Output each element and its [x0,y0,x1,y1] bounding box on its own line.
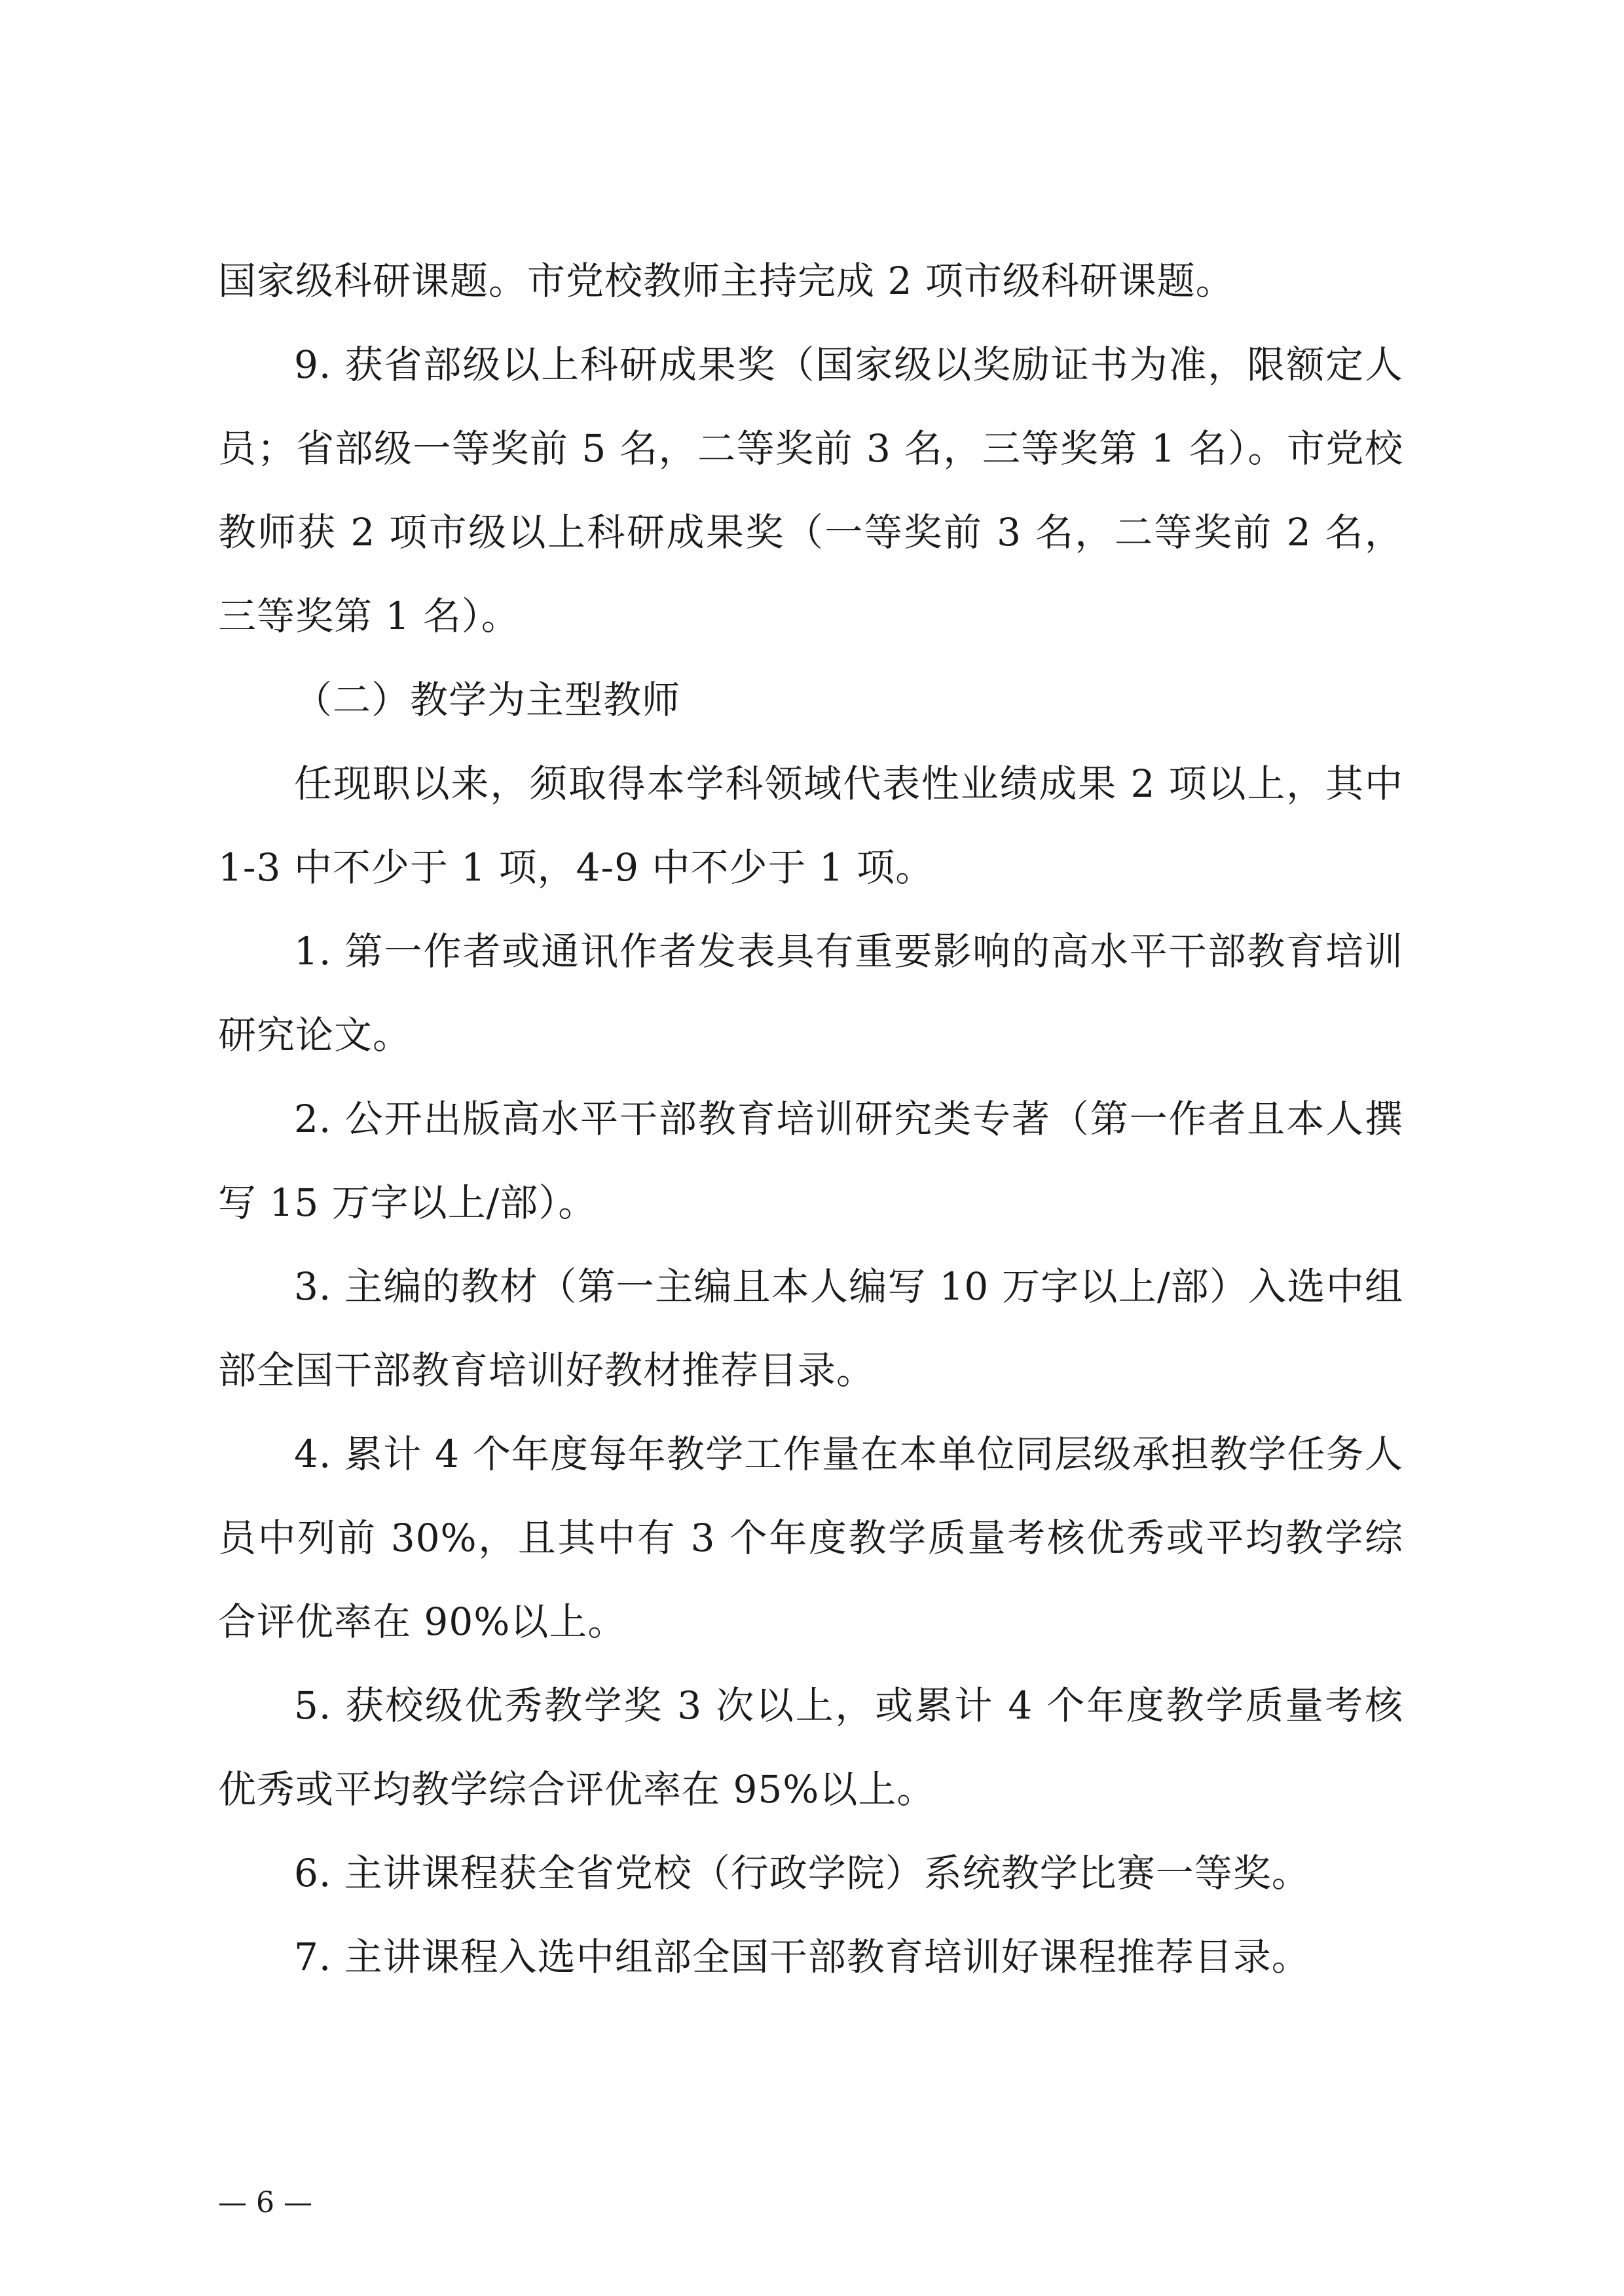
paragraph-item-2: 2. 公开出版高水平干部教育培训研究类专著（第一作者且本人撰写 15 万字以上/部）。 [218,1097,1403,1225]
paragraph-item-7: 7. 主讲课程入选中组部全国干部教育培训好课程推荐目录。 [294,1935,1310,1979]
paragraph-item-1: 1. 第一作者或通讯作者发表具有重要影响的高水平干部教育培训研究论文。 [218,929,1403,1057]
body-text [218,239,1403,1999]
section-heading-teaching: （二）教学为主型教师 [294,678,681,722]
page-number: — 6 — [218,2186,312,2219]
paragraph-continuation: 国家级科研课题。市党校教师主持完成 2 项市级科研课题。 [218,259,1234,303]
paragraph-requirement: 任现职以来，须取得本学科领域代表性业绩成果 2 项以上，其中 1-3 中不少于 1 项，4-9 中不少于 1 项。 [218,761,1403,890]
paragraph-item-6: 6. 主讲课程获全省党校（行政学院）系统教学比赛一等奖。 [294,1851,1310,1895]
paragraph-item-3: 3. 主编的教材（第一主编且本人编写 10 万字以上/部）入选中组部全国干部教育培训好教材推荐目录。 [218,1264,1403,1393]
paragraph-item-9: 9. 获省部级以上科研成果奖（国家级以奖励证书为准，限额定人员；省部级一等奖前 5 名，二等奖前 3 名，三等奖第 1 名）。市党校教师获 2 项市级以上科研成果奖（一等奖前 3 名，二等奖前 2 名，三等奖第 1 名）。 [218,342,1403,638]
paragraph-item-4: 4. 累计 4 个年度每年教学工作量在本单位同层级承担教学任务人员中列前 30%，且其中有 3 个年度教学质量考核优秀或平均教学综合评优率在 90%以上。 [218,1432,1403,1644]
paragraph-item-5: 5. 获校级优秀教学奖 3 次以上，或累计 4 个年度教学质量考核优秀或平均教学综合评优率在 95%以上。 [218,1683,1403,1812]
